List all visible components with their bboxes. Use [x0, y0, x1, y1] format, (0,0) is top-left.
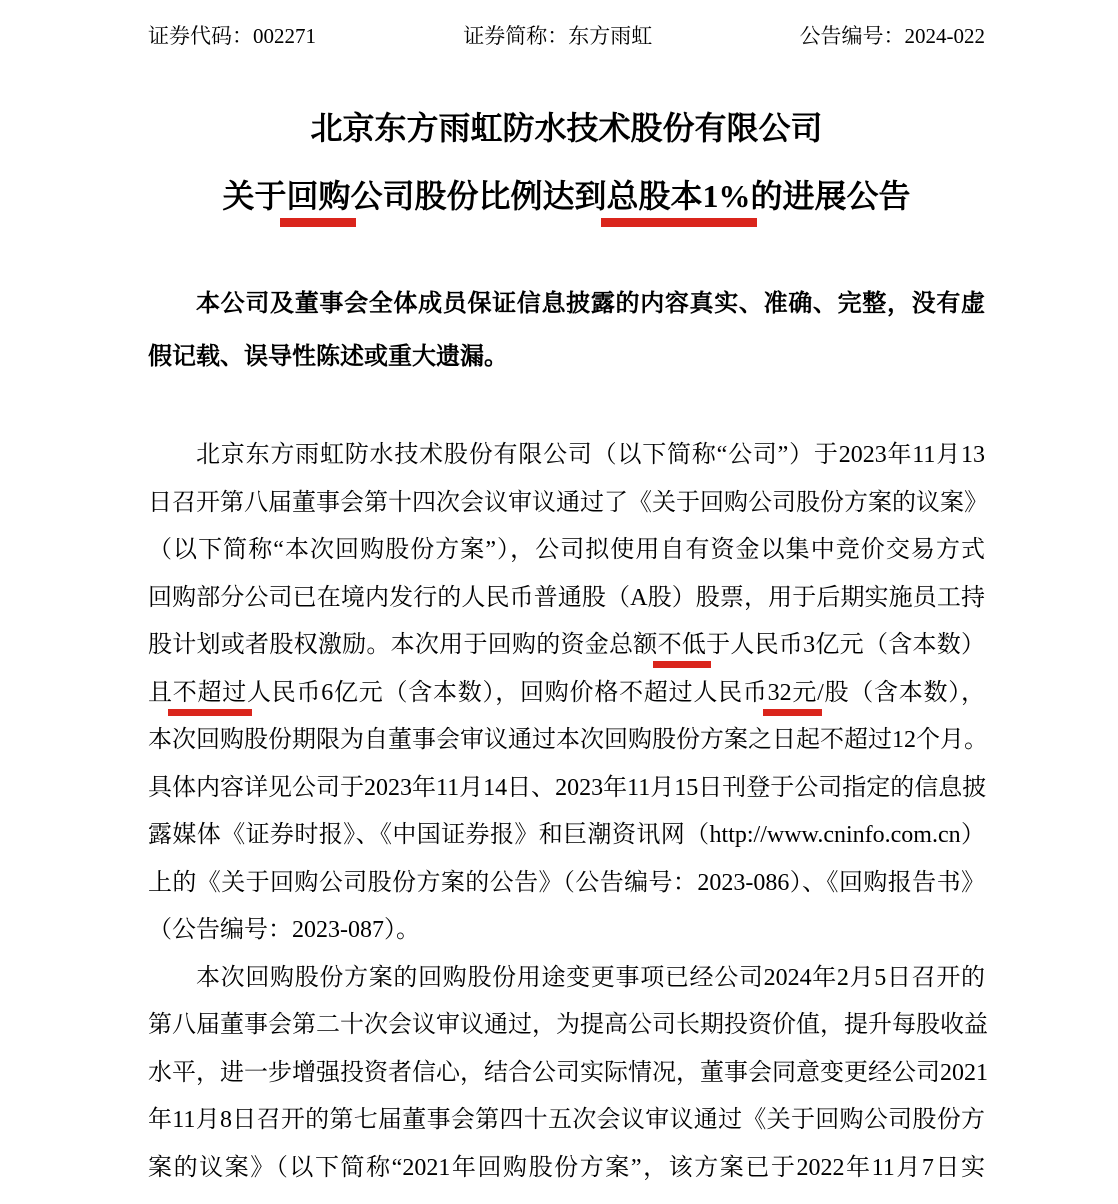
- text-segment: 股计划或者股权激励。本次用于回购的资金总额: [148, 632, 658, 658]
- text-segment: 关于: [222, 178, 287, 214]
- text-segment: 于人民币3亿元（含本数）: [706, 632, 986, 658]
- document-line: [148, 1097, 985, 1145]
- text-segment: （公告编号：2023-087）。: [148, 917, 420, 943]
- paragraph: [148, 432, 988, 955]
- document-title: [148, 108, 985, 216]
- document-body: [148, 432, 988, 1192]
- announcement-number: [800, 24, 986, 48]
- text-segment: 的进展公告: [750, 178, 911, 214]
- text-segment: /股（含本数），: [817, 679, 986, 706]
- text-segment: 具体内容详见公司于2023年11月14日、2023年11月15日刊登于公司指定的信息披: [148, 774, 987, 801]
- text-segment: 水平，进一步增强投资者信心，结合公司实际情况，董事会同意变更经公司2021: [148, 1059, 988, 1086]
- stock-name: [463, 24, 652, 48]
- text-segment: 上的《关于回购公司股份方案的公告》（公告编号：2023-086）、《回购报告书》: [148, 869, 985, 896]
- text-segment: （以下简称“本次回购股份方案”），公司拟使用自有资金以集中竞价交易方式: [148, 537, 985, 563]
- text-segment: 案的议案》（以下简称“2021年回购股份方案”，该方案已于2022年11月7日实: [148, 1154, 985, 1181]
- document-line: [148, 622, 985, 670]
- text-segment: 本次回购股份期限为自董事会审议通过本次回购股份方案之日起不超过12个月。: [148, 727, 988, 753]
- document-line: [148, 480, 988, 528]
- red-underline-annotation: 回购: [280, 178, 356, 227]
- document-line: [148, 1050, 988, 1098]
- text-segment: 人民币6亿元（含本数），回购价格不超过人民币: [247, 679, 768, 706]
- announcement-number-label: 公告编号：: [799, 24, 905, 48]
- document-line: [148, 812, 985, 860]
- text-segment: 且: [148, 679, 173, 706]
- text-segment: 回购部分公司已在境内发行的人民币普通股（A股）股票，用于后期实施员工持: [148, 584, 985, 611]
- text-segment: 年11月8日召开的第七届董事会第四十五次会议审议通过《关于回购公司股份方: [148, 1107, 985, 1133]
- document-line: [148, 907, 985, 955]
- document-line: [148, 575, 985, 623]
- paragraph: [148, 955, 988, 1193]
- text-segment: 本公司及董事会全体成员保证信息披露的内容真实、准确、完整，没有虚: [196, 291, 985, 317]
- document-line: [148, 1002, 988, 1050]
- company-name-title: 北京东方雨虹防水技术股份有限公司: [310, 110, 823, 146]
- stock-name-value: 东方雨虹: [568, 24, 653, 48]
- announcement-number-value: 2024-022: [904, 24, 985, 48]
- text-segment: 假记载、误导性陈述或重大遗漏。: [148, 344, 508, 370]
- stock-code: [148, 24, 316, 48]
- text-segment: 第八届董事会第二十次会议审议通过，为提高公司长期投资价值，提升每股收益: [148, 1012, 988, 1038]
- text-segment: 日召开第八届董事会第十四次会议审议通过了《关于回购公司股份方案的议案》: [148, 489, 988, 516]
- text-segment: 公司股份比例达到: [350, 178, 607, 214]
- text-segment: 北京东方雨虹防水技术股份有限公司（以下简称“公司”）于2023年11月13: [196, 442, 985, 468]
- red-underline-annotation: 总股本1%: [601, 178, 757, 227]
- document-line: [148, 1145, 985, 1193]
- stock-code-value: 002271: [253, 24, 316, 48]
- document-header: [148, 24, 985, 48]
- text-segment: 露媒体《证券时报》、《中国证券报》和巨潮资讯网（http://www.cninfo.com.cn）: [148, 822, 985, 848]
- red-underline-annotation: 32元: [763, 680, 823, 716]
- document-line: [148, 717, 988, 765]
- red-underline-annotation: 不低: [653, 632, 712, 668]
- document-line: [148, 670, 985, 718]
- document-line: [148, 860, 985, 908]
- document-line: [148, 955, 985, 1003]
- red-underline-annotation: 不超过: [168, 680, 252, 716]
- document-line: [148, 331, 985, 384]
- document-line: [148, 527, 985, 575]
- document-line: [148, 432, 985, 480]
- announcement-subject-title: [148, 176, 985, 216]
- stock-code-label: 证券代码：: [148, 24, 253, 48]
- stock-name-label: 证券简称：: [463, 24, 569, 48]
- document-line: [148, 278, 985, 331]
- text-segment: 本次回购股份方案的回购股份用途变更事项已经公司2024年2月5日召开的: [196, 964, 985, 991]
- board-statement-paragraph: [148, 278, 985, 384]
- document-line: [148, 765, 985, 813]
